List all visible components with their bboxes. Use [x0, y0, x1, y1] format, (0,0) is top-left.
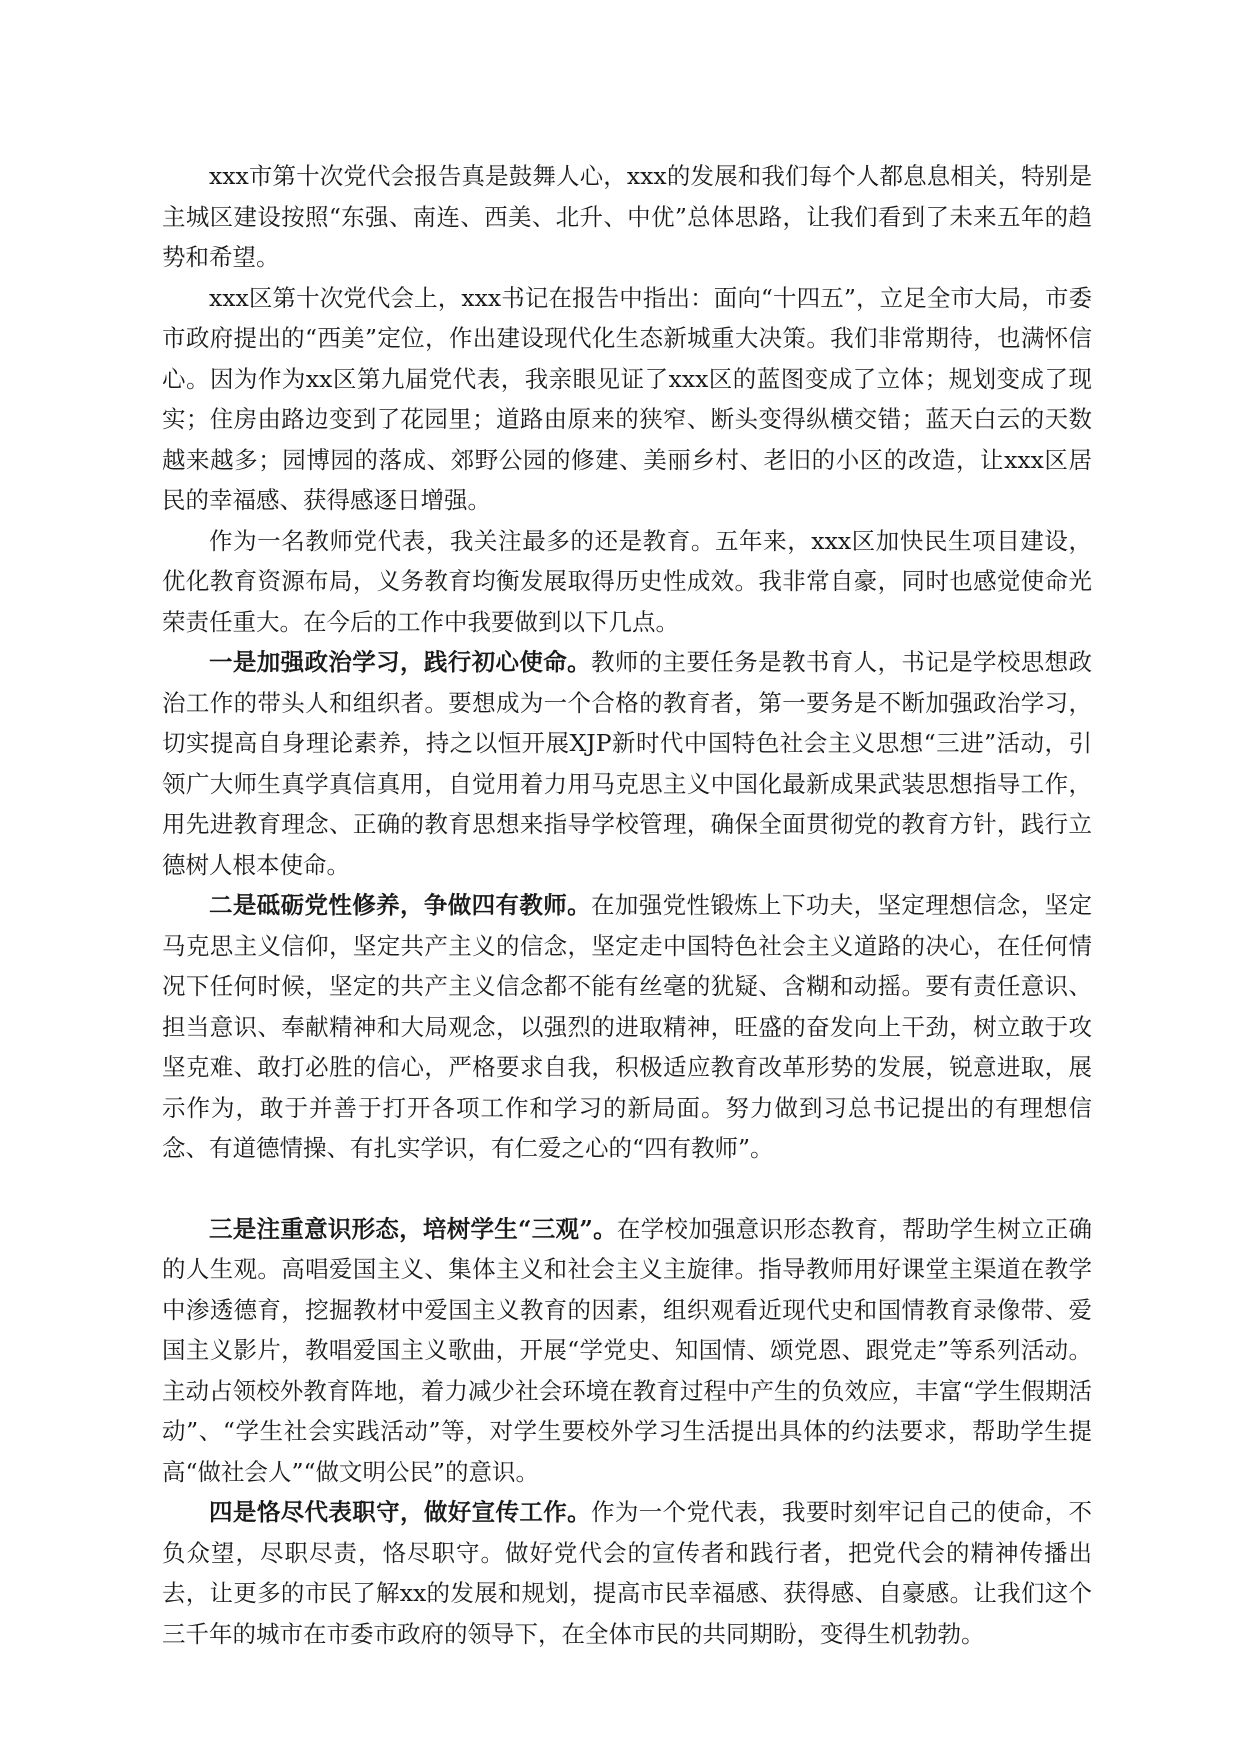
paragraph-7-heading: 四是恪尽代表职守，做好宣传工作。: [209, 1498, 591, 1526]
paragraph-5-heading: 二是砥砺党性修养，争做四有教师。: [209, 891, 591, 919]
blank-line: [162, 1169, 1092, 1209]
paragraph-3: [162, 521, 1092, 643]
paragraph-6-text: 在学校加强意识形态教育，帮助学生树立正确的人生观。高唱爱国主义、集体主义和社会主义主旋律。指导教师用好课堂主渠道在教学中渗透德育，挖掘教材中爱国主义教育的因素，组织观看近现代史和国情教育录像带、爱国主义影片，教唱爱国主义歌曲，开展“学党史、知国情、颂党恩、跟党走”等系列活动。主动占领校外教育阵地，着力减少社会环境在教育过程中产生的负效应，丰富“学生假期活动”、“学生社会实践活动”等，对学生要校外学习生活提出具体的约法要求，帮助学生提高“做社会人”“做文明公民”的意识。: [162, 1214, 1093, 1486]
paragraph-7: [162, 1492, 1092, 1654]
paragraph-4: [162, 642, 1092, 885]
paragraph-2-text: xxx区第十次党代会上，xxx书记在报告中指出：面向“十四五”，立足全市大局，市委市政府提出的“西美”定位，作出建设现代化生态新城重大决策。我们非常期待，也满怀信心。因为作为xx区第九届党代表，我亲眼见证了xxx区的蓝图变成了立体；规划变成了现实；住房由路边变到了花园里；道路由原来的狭窄、断头变得纵横交错；蓝天白云的天数越来越多；园博园的落成、郊野公园的修建、美丽乡村、老旧的小区的改造，让xxx区居民的幸福感、获得感逐日增强。: [162, 283, 1092, 514]
paragraph-4-heading: 一是加强政治学习，践行初心使命。: [209, 648, 591, 676]
paragraph-2: [162, 278, 1092, 521]
paragraph-7-text: 作为一个党代表，我要时刻牢记自己的使命，不负众望，尽职尽责，恪尽职守。做好党代会的宣传者和践行者，把党代会的精神传播出去，让更多的市民了解xx的发展和规划，提高市民幸福感、获得感、自豪感。让我们这个三千年的城市在市委市政府的领导下，在全体市民的共同期盼，变得生机勃勃。: [162, 1498, 1092, 1648]
paragraph-1-text: xxx市第十次党代会报告真是鼓舞人心，xxx的发展和我们每个人都息息相关，特别是主城区建设按照“东强、南连、西美、北升、中优”总体思路，让我们看到了未来五年的趋势和希望。: [162, 162, 1092, 271]
paragraph-5: [162, 885, 1092, 1169]
paragraph-1: [162, 156, 1092, 278]
paragraph-6: [162, 1209, 1092, 1493]
paragraph-3-text: 作为一名教师党代表，我关注最多的还是教育。五年来，xxx区加快民生项目建设，优化教育资源布局，义务教育均衡发展取得历史性成效。我非常自豪，同时也感觉使命光荣责任重大。在今后的工作中我要做到以下几点。: [162, 526, 1092, 636]
paragraph-4-text: 教师的主要任务是教书育人，书记是学校思想政治工作的带头人和组织者。要想成为一个合格的教育者，第一要务是不断加强政治学习，切实提高自身理论素养，持之以恒开展XJP新时代中国特色社会主义思想“三进”活动，引领广大师生真学真信真用，自觉用着力用马克思主义中国化最新成果武装思想指导工作，用先进教育理念、正确的教育思想来指导学校管理，确保全面贯彻党的教育方针，践行立德树人根本使命。: [162, 648, 1092, 879]
paragraph-6-heading: 三是注重意识形态，培树学生“三观”。: [209, 1214, 617, 1243]
paragraph-5-text: 在加强党性锻炼上下功夫，坚定理想信念，坚定马克思主义信仰，坚定共产主义的信念，坚定走中国特色社会主义道路的决心，在任何情况下任何时候，坚定的共产主义信念都不能有丝毫的犹疑、含糊和动摇。要有责任意识、担当意识、奉献精神和大局观念，以强烈的进取精神，旺盛的奋发向上干劲，树立敢于攻坚克难、敢打必胜的信心，严格要求自我，积极适应教育改革形势的发展，锐意进取，展示作为，敢于并善于打开各项工作和学习的新局面。努力做到习总书记提出的有理想信念、有道德情操、有扎实学识，有仁爱之心的“四有教师”。: [162, 891, 1092, 1162]
document-body: [162, 156, 1092, 1654]
